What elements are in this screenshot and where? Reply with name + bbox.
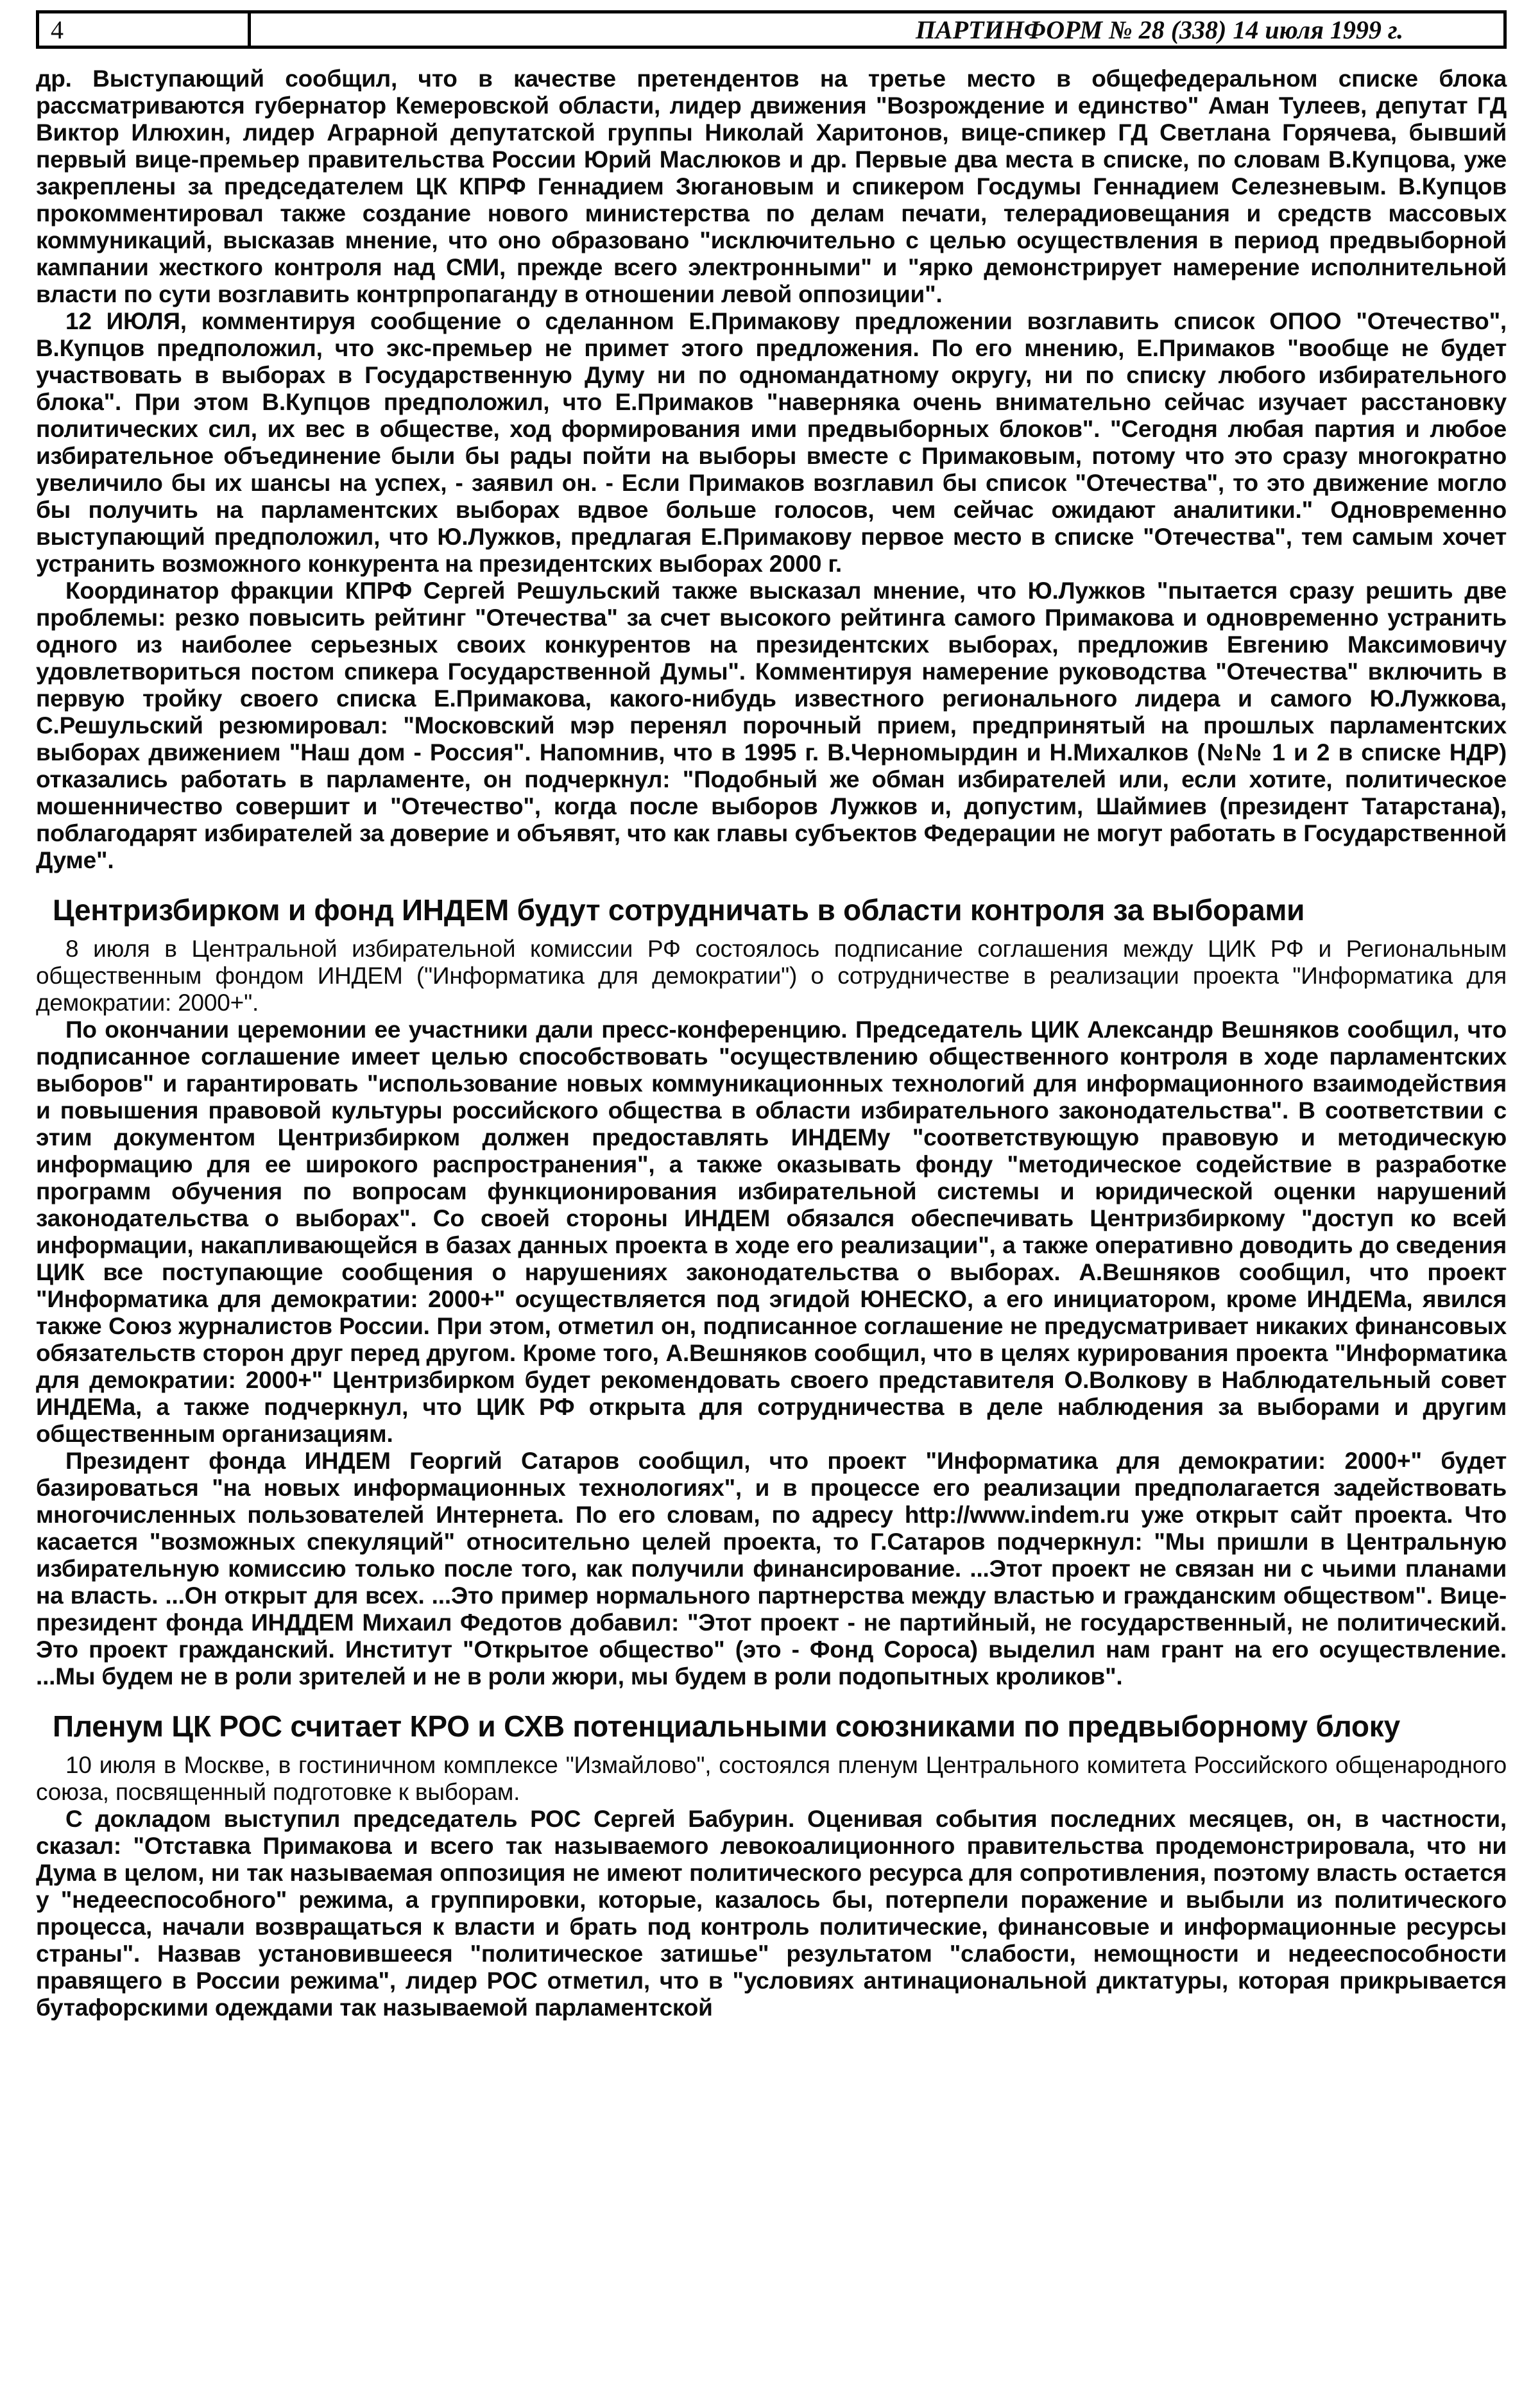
masthead-title-cell [251, 13, 1503, 46]
body-paragraph: 12 ИЮЛЯ, комментируя сообщение о сделанном Е.Примакову предложении возглавить список ОПОО "Отечество", В.Купцов предположил, что экс-премьер не примет этого предложения. По его мнению, Е.Примаков "вообще не будет участвовать в выборах в Государственную Думу ни по одномандатному округу, ни по списку любого избирательного блока". При этом В.Купцов предположил, что Е.Примаков "наверняка очень внимательно сейчас изучает расстановку политических сил, их вес в обществе, ход формирования ими предвыборных блоков". "Сегодня любая партия и любое избирательное объединение были бы рады пойти на выборы вместе с Примаковым, потому что это сразу многократно увеличило бы их шансы на успех, - заявил он. - Если Примаков возглавил бы список "Отечества", то это движение могло бы получить на парламентских выборах вдвое больше голосов, чем сейчас ожидают аналитики." Одновременно выступающий предположил, что Ю.Лужков, предлагая Е.Примакову первое место в списке "Отечества", тем самым хочет устранить возможного конкурента на президентских выборах 2000 г. [36, 308, 1507, 577]
masthead-title: ПАРТИНФОРМ № 28 (338) 14 июля 1999 г. [915, 15, 1404, 44]
body-paragraph: др. Выступающий сообщил, что в качестве претендентов на третье место в общефедеральном списке блока рассматриваются губернатор Кемеровской области, лидер движения "Возрождение и единство" Аман Тулеев, депутат ГД Виктор Илюхин, лидер Аграрной депутатской группы Николай Харитонов, вице-спикер ГД Светлана Горячева, бывший первый вице-премьер правительства России Юрий Маслюков и др. Первые два места в списке, по словам В.Купцова, уже закреплены за председателем ЦК КПРФ Геннадием Зюгановым и спикером Госдумы Геннадием Селезневым. В.Купцов прокомментировал также создание нового министерства по делам печати, телерадиовещания и средств массовых коммуникаций, высказав мнение, что оно образовано "исключительно с целью осуществления в период предвыборной кампании жесткого контроля над СМИ, прежде всего электронными" и "ярко демонстрирует намерение исполнительной власти по сути возглавить контрпропаганду в отношении левой оппозиции". [36, 65, 1507, 307]
page-number-cell [39, 13, 251, 46]
section-heading: Пленум ЦК РОС считает КРО и СХВ потенциальными союзниками по предвыборному блоку [53, 1709, 1401, 1743]
lead-paragraph: 8 июля в Центральной избирательной комиссии РФ состоялось подписание соглашения между ЦИК РФ и Региональным общественным фондом ИНДЕМ ("Информатика для демократии") о сотрудничестве в реализации проекта "Информатика для демократии: 2000+". [36, 936, 1507, 1016]
body-paragraph: Президент фонда ИНДЕМ Георгий Сатаров сообщил, что проект "Информатика для демократии: 2000+" будет базироваться "на новых информационных технологиях", и в процессе его реализации предполагается задействовать многочисленных пользователей Интернета. По его словам, по адресу http://www.indem.ru уже открыт сайт проекта. Что касается "возможных спекуляций" относительно целей проекта, то Г.Сатаров подчеркнул: "Мы пришли в Центральную избирательную комиссию только после того, как получили финансирование. ...Этот проект не связан ни с чьими планами на власть. ...Он открыт для всех. ...Это пример нормального партнерства между властью и гражданским обществом". Вице-президент фонда ИНДДЕМ Михаил Федотов добавил: "Этот проект - не партийный, не государственный, не политический. Это проект гражданский. Институт "Открытое общество" (это - Фонд Сороса) выделил нам грант на его осуществление. ...Мы будем не в роли зрителей и не в роли жюри, мы будем в роли подопытных кроликов". [36, 1448, 1507, 1690]
page-body [36, 65, 1507, 2021]
body-paragraph: С докладом выступил председатель РОС Сергей Бабурин. Оценивая события последних месяцев, он, в частности, сказал: "Отставка Примакова и всего так называемого левокоалиционного правительства продемонстрировала, что ни Дума в целом, ни так называемая оппозиция не имеют политического ресурса для сопротивления, поэтому власть остается у "недееспособного" режима, а группировки, которые, казалось бы, потерпели поражение и выбыли из политического процесса, начали возвращаться к власти и брать под контроль политические, финансовые и информационные ресурсы страны". Назвав установившееся "политическое затишье" результатом "слабости, немощности и недееспособности правящего в России режима", лидер РОС отметил, что в "условиях антинациональной диктатуры, которая прикрывается бутафорскими одеждами так называемой парламентской [36, 1806, 1507, 2021]
body-paragraph: По окончании церемонии ее участники дали пресс-конференцию. Председатель ЦИК Александр Вешняков сообщил, что подписанное соглашение имеет целью способствовать "осуществлению общественного контроля в ходе парламентских выборов" и гарантировать "использование новых коммуникационных технологий для информационного взаимодействия и повышения правовой культуры российского общества в области избирательного законодательства". В соответствии с этим документом Центризбирком должен предоставлять ИНДЕМу "соответствующую правовую и методическую информацию для ее широкого распространения", а также оказывать фонду "методическое содействие в разработке программ обучения по вопросам функционирования избирательной системы и юридической оценки нарушений законодательства о выборах". Со своей стороны ИНДЕМ обязался обеспечивать Центризбиркому "доступ ко всей информации, накапливающейся в базах данных проекта в ходе его реализации", а также оперативно доводить до сведения ЦИК все поступающие сообщения о нарушениях законодательства о выборах. А.Вешняков сообщил, что проект "Информатика для демократии: 2000+" осуществляется под эгидой ЮНЕСКО, а его инициатором, кроме ИНДЕМа, явился также Союз журналистов России. При этом, отметил он, подписанное соглашение не предусматривает никаких финансовых обязательств сторон друг перед другом. Кроме того, А.Вешняков сообщил, что в целях курирования проекта "Информатика для демократии: 2000+" Центризбирком будет рекомендовать своего представителя О.Волкову в Наблюдательный совет ИНДЕМа, а также подчеркнул, что ЦИК РФ открыта для сотрудничества в деле наблюдения за выборами и другим общественным организациям. [36, 1016, 1507, 1447]
page-header [36, 10, 1507, 49]
body-paragraph: Координатор фракции КПРФ Сергей Решульский также высказал мнение, что Ю.Лужков "пытается сразу решить две проблемы: резко повысить рейтинг "Отечества" за счет высокого рейтинга самого Примакова и одновременно устранить одного из наиболее серьезных своих конкурентов на президентских выборах, предложив Евгению Максимовичу удовлетвориться постом спикера Государственной Думы". Комментируя намерение руководства "Отечества" включить в первую тройку своего списка Е.Примакова, какого-нибудь известного регионального лидера и самого Ю.Лужкова, С.Решульский резюмировал: "Московский мэр перенял порочный прием, предпринятый на прошлых парламентских выборах движением "Наш дом - Россия". Напомнив, что в 1995 г. В.Черномырдин и Н.Михалков (№№ 1 и 2 в списке НДР) отказались работать в парламенте, он подчеркнул: "Подобный же обман избирателей или, если хотите, политическое мошенничество совершит и "Отечество", когда после выборов Лужков и, допустим, Шаймиев (президент Татарстана), поблагодарят избирателей за доверие и объявят, что как главы субъектов Федерации не могут работать в Государственной Думе". [36, 578, 1507, 873]
page-number: 4 [51, 15, 64, 44]
lead-paragraph: 10 июля в Москве, в гостиничном комплексе "Измайлово", состоялся пленум Центрального комитета Российского общенародного союза, посвященный подготовке к выборам. [36, 1752, 1507, 1805]
section-heading: Центризбирком и фонд ИНДЕМ будут сотрудничать в области контроля за выборами [53, 893, 1305, 927]
